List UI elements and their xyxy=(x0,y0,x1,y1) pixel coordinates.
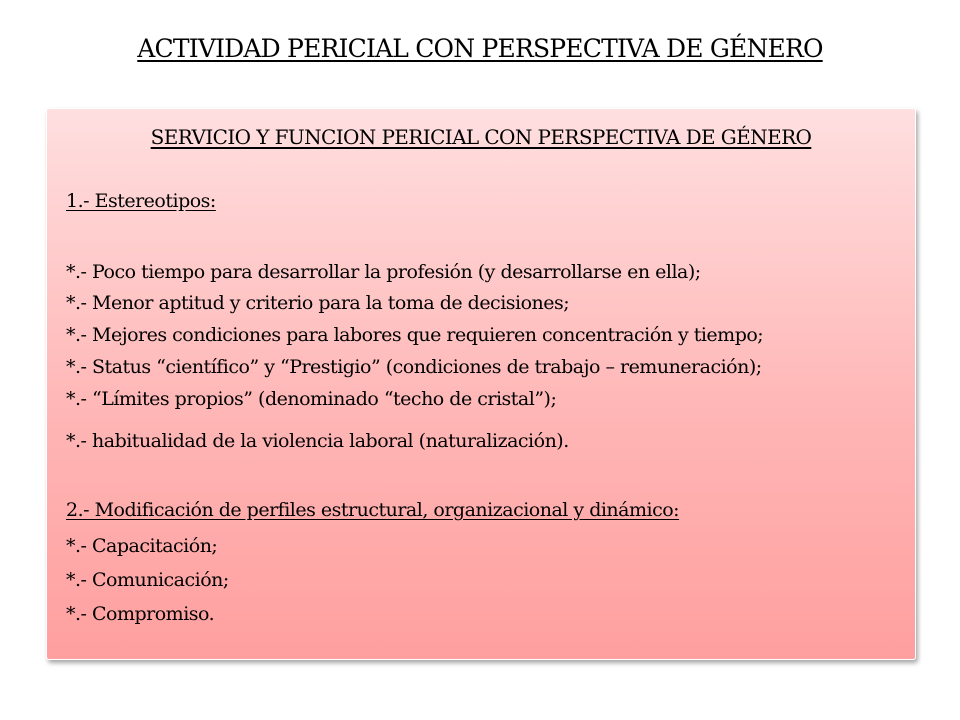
slide-title: ACTIVIDAD PERICIAL CON PERSPECTIVA DE GÉNERO xyxy=(137,34,823,63)
section-heading-estereotipos: 1.- Estereotipos: xyxy=(66,190,216,212)
list-item: *.- Status “científico” y “Prestigio” (condiciones de trabajo – remuneración); xyxy=(66,356,762,378)
list-item: *.- Compromiso. xyxy=(66,603,215,625)
list-item: *.- Mejores condiciones para labores que requieren concentración y tiempo; xyxy=(66,324,764,346)
list-item: *.- habitualidad de la violencia laboral (naturalización). xyxy=(66,430,569,452)
section-heading-modificacion: 2.- Modificación de perfiles estructural, organizacional y dinámico: xyxy=(66,499,680,521)
content-box xyxy=(46,108,916,660)
list-item: *.- “Límites propios” (denominado “techo de cristal”); xyxy=(66,388,557,410)
list-item: *.- Poco tiempo para desarrollar la profesión (y desarrollarse en ella); xyxy=(66,261,701,283)
content-subtitle: SERVICIO Y FUNCION PERICIAL CON PERSPECTIVA DE GÉNERO xyxy=(150,125,812,149)
list-item: *.- Comunicación; xyxy=(66,569,229,591)
list-item: *.- Menor aptitud y criterio para la toma de decisiones; xyxy=(66,292,570,314)
list-item: *.- Capacitación; xyxy=(66,535,218,557)
